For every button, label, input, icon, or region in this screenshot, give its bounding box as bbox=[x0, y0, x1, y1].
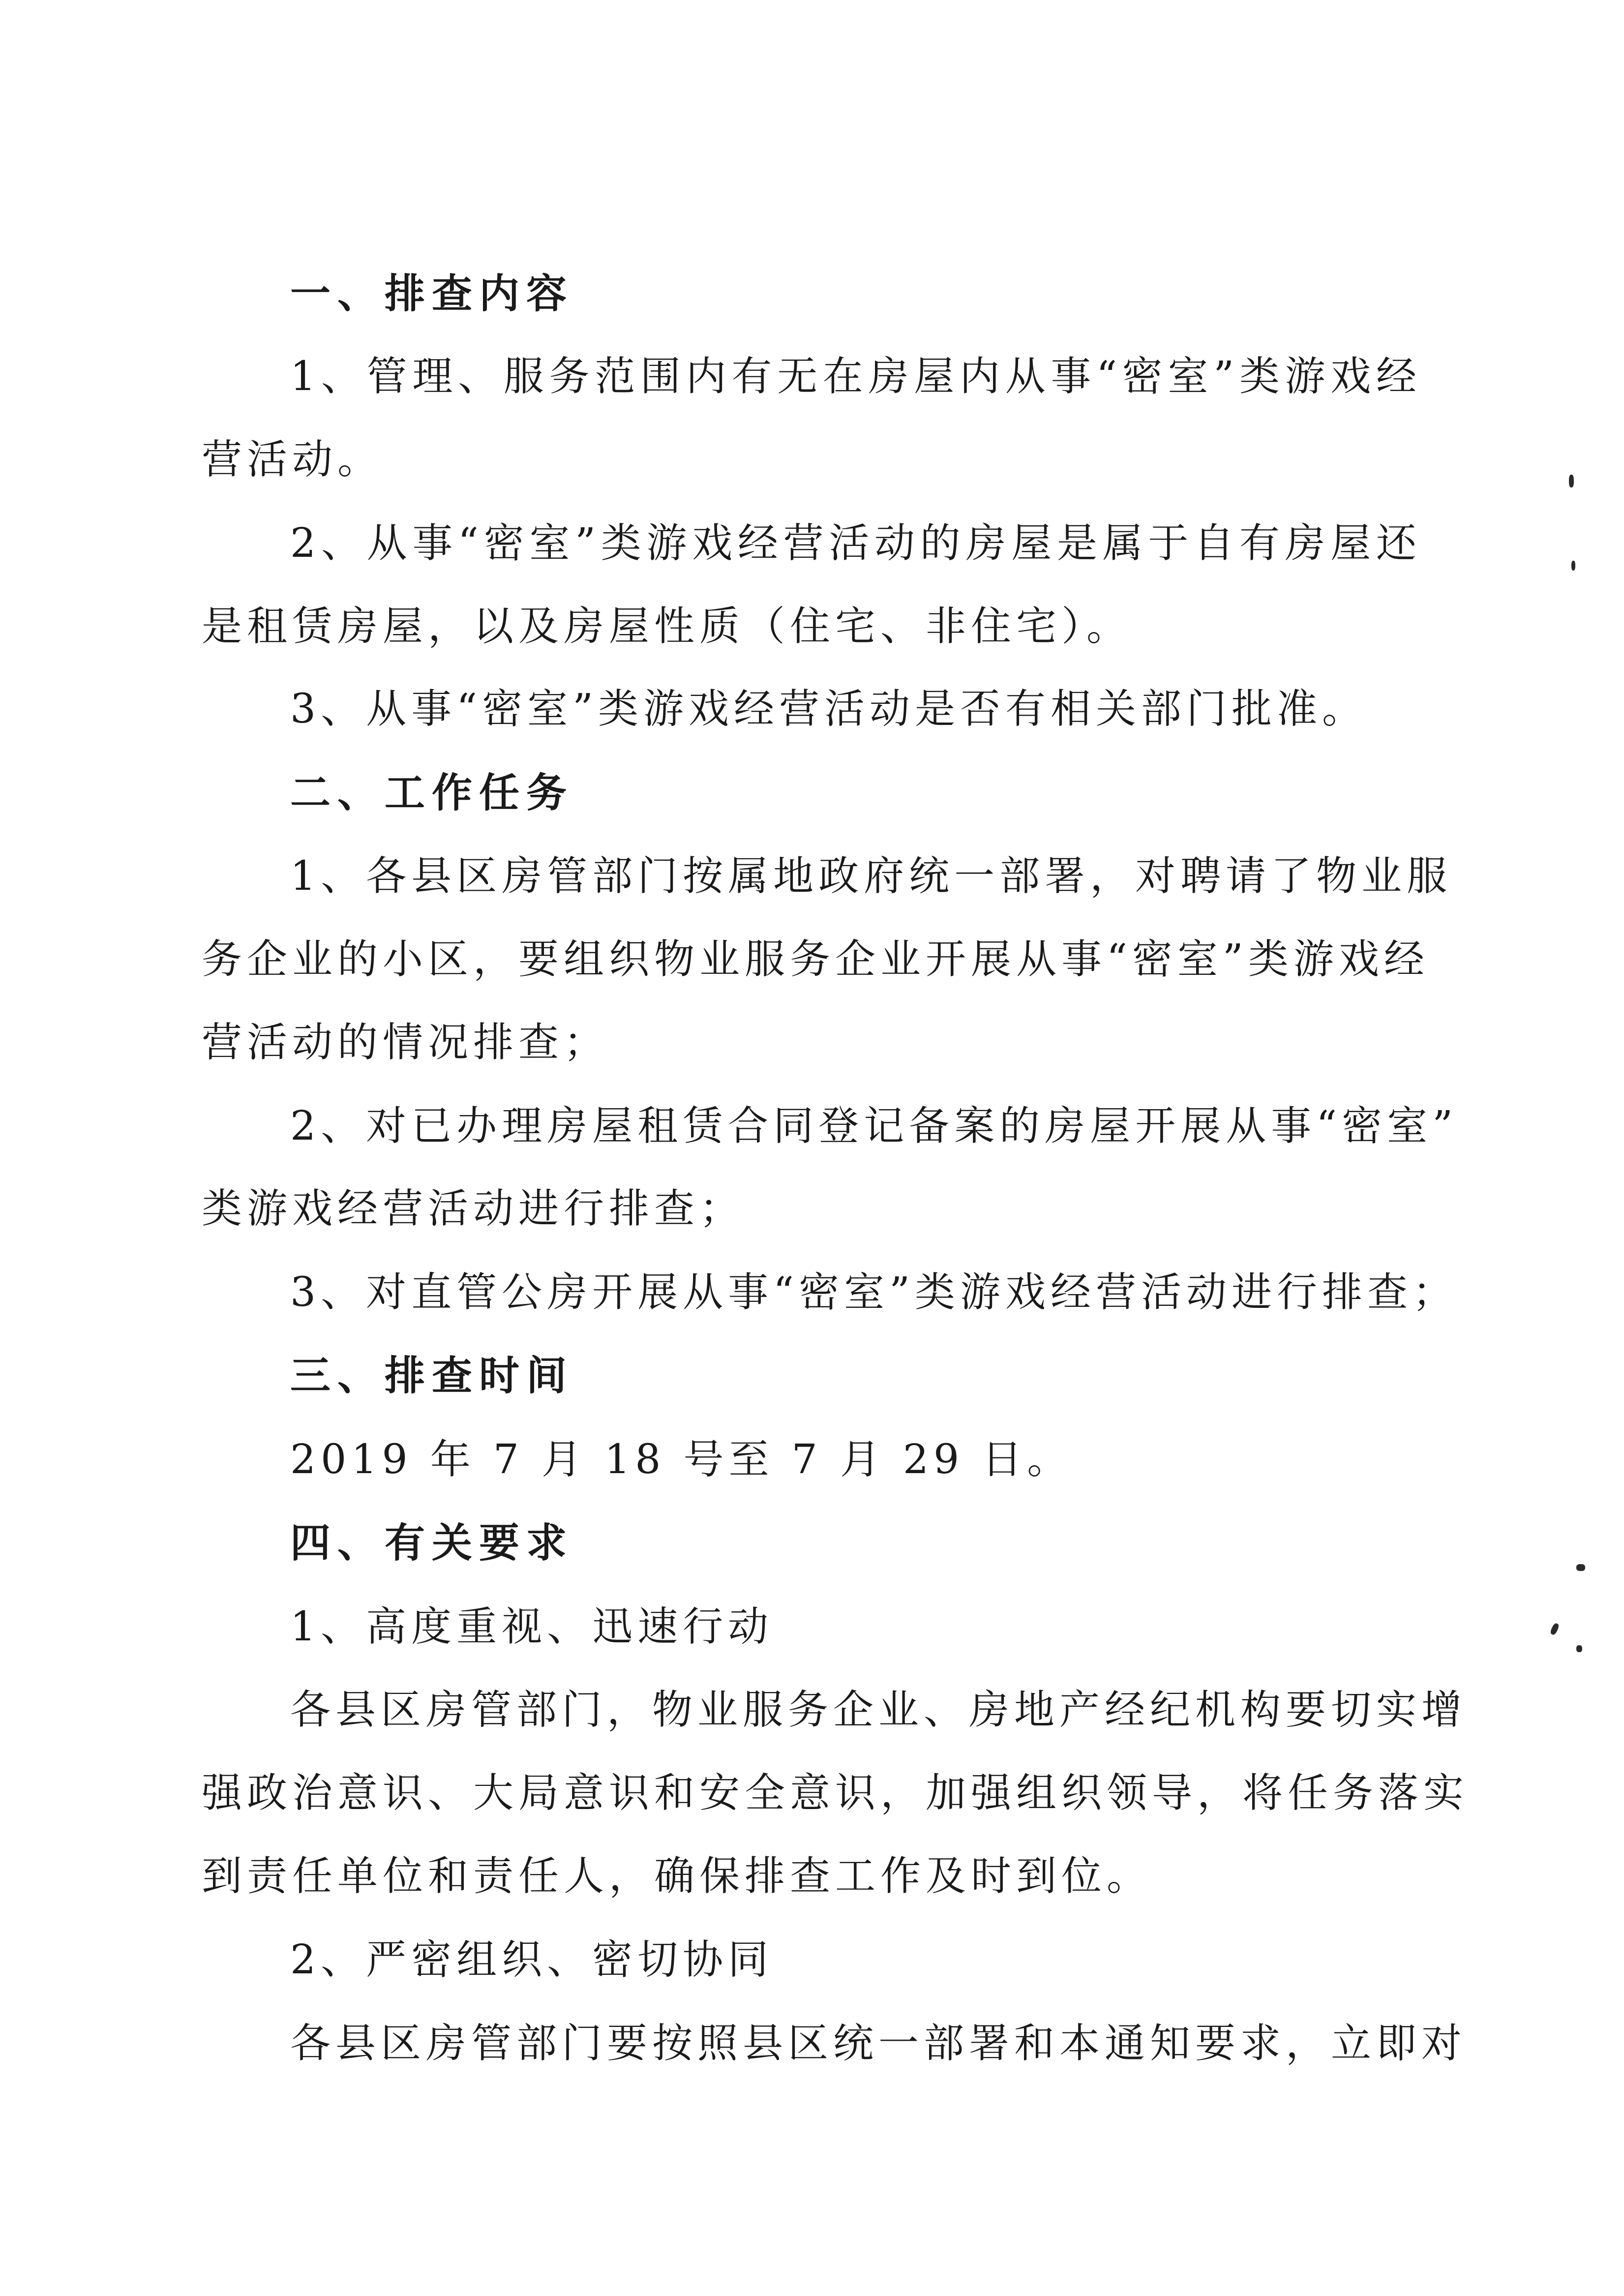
paragraph-line: 3、对直管公房开展从事“密室”类游戏经营活动进行排查； bbox=[290, 1269, 1458, 1316]
section-heading-3: 三、排查时间 bbox=[290, 1353, 574, 1399]
paragraph-line: 务企业的小区，要组织物业服务企业开展从事“密室”类游戏经 bbox=[202, 936, 1429, 983]
scan-speck bbox=[1576, 1564, 1585, 1571]
paragraph-line: 各县区房管部门要按照县区统一部署和本通知要求，立即对 bbox=[290, 2020, 1467, 2067]
subheading-line: 1、高度重视、迅速行动 bbox=[290, 1603, 774, 1650]
paragraph-line: 2、对已办理房屋租赁合同登记备案的房屋开展从事“密室” bbox=[290, 1103, 1458, 1149]
scan-speck bbox=[1571, 561, 1575, 571]
scan-speck bbox=[1549, 1623, 1560, 1636]
scan-speck bbox=[1569, 475, 1574, 487]
paragraph-line: 2、从事“密室”类游戏经营活动的房屋是属于自有房屋还 bbox=[290, 520, 1421, 567]
section-heading-2: 二、工作任务 bbox=[290, 770, 574, 816]
paragraph-line: 强政治意识、大局意识和安全意识，加强组织领导，将任务落实 bbox=[202, 1770, 1469, 1816]
paragraph-line: 营活动的情况排查； bbox=[202, 1019, 609, 1066]
paragraph-line: 类游戏经营活动进行排查； bbox=[202, 1185, 745, 1232]
paragraph-line: 1、管理、服务范围内有无在房屋内从事“密室”类游戏经 bbox=[290, 353, 1421, 400]
section-heading-4: 四、有关要求 bbox=[290, 1520, 574, 1567]
paragraph-line: 是租赁房屋，以及房屋性质（住宅、非住宅）。 bbox=[202, 603, 1132, 650]
paragraph-line: 3、从事“密室”类游戏经营活动是否有相关部门批准。 bbox=[290, 686, 1368, 732]
scan-speck bbox=[1576, 1645, 1582, 1652]
paragraph-line: 各县区房管部门，物业服务企业、房地产经纪机构要切实增 bbox=[290, 1687, 1467, 1733]
subheading-line: 2、严密组织、密切协同 bbox=[290, 1936, 774, 1983]
paragraph-line: 1、各县区房管部门按属地政府统一部署，对聘请了物业服 bbox=[290, 853, 1452, 900]
section-heading-1: 一、排查内容 bbox=[290, 271, 574, 317]
paragraph-line: 营活动。 bbox=[202, 436, 383, 483]
paragraph-line: 到责任单位和责任人，确保排查工作及时到位。 bbox=[202, 1853, 1152, 1900]
paragraph-line: 2019 年 7 月 18 号至 7 月 29 日。 bbox=[290, 1436, 1073, 1483]
